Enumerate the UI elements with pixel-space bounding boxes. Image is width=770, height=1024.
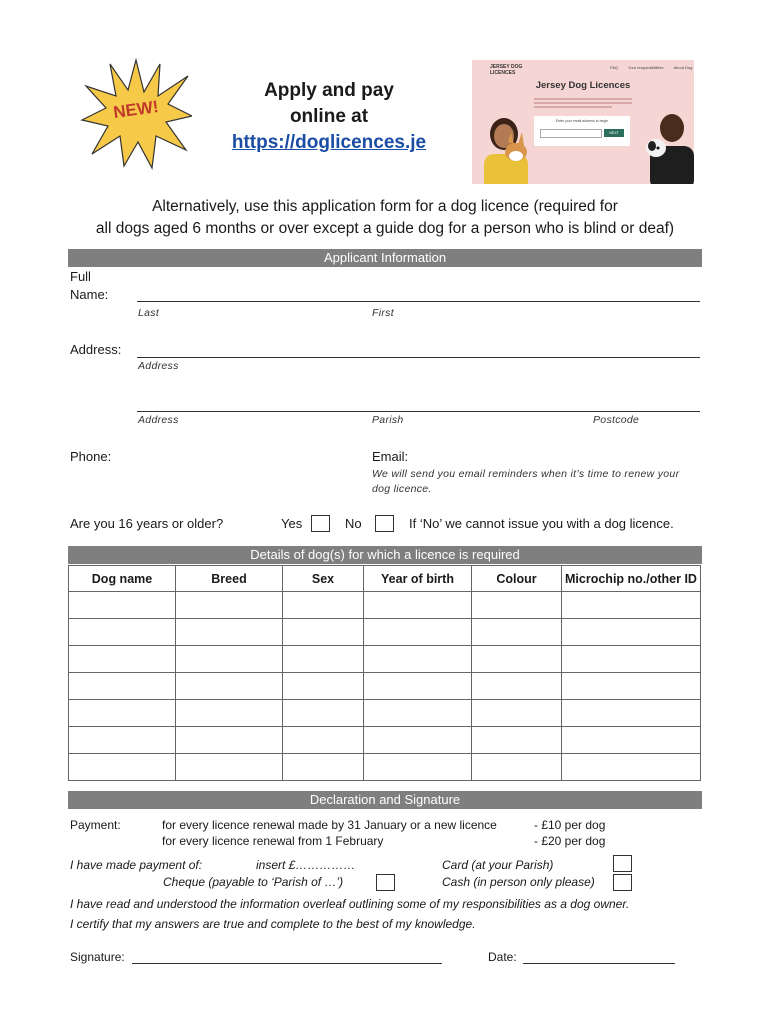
payment-line-2: for every licence renewal from 1 February xyxy=(162,834,384,848)
table-cell[interactable] xyxy=(364,673,472,700)
promo-nav-item: FAQ xyxy=(610,65,619,70)
phone-label: Phone: xyxy=(70,449,112,464)
table-cell[interactable] xyxy=(283,727,364,754)
full-name-label xyxy=(70,268,108,304)
last-name-caption: Last xyxy=(138,307,160,319)
address-label: Address: xyxy=(70,342,122,357)
full-name-field[interactable] xyxy=(137,301,700,302)
certify-statement: I certify that my answers are true and complete to the best of my knowledge. xyxy=(70,917,476,931)
address-caption-2: Address xyxy=(138,414,179,426)
intro-line-1: Alternatively, use this application form for a dog licence (required for xyxy=(152,198,618,215)
intro-text xyxy=(40,196,730,240)
table-cell[interactable] xyxy=(364,700,472,727)
table-cell[interactable] xyxy=(283,673,364,700)
table-cell[interactable] xyxy=(562,700,701,727)
cash-label: Cash (in person only please) xyxy=(442,875,595,889)
column-breed: Breed xyxy=(176,566,283,592)
person-with-dog-left xyxy=(478,112,534,184)
read-statement: I have read and understood the information overleaf outlining some of my responsibilities as a dog owner. xyxy=(70,897,630,911)
promo-nav-item: Your responsibilities xyxy=(628,65,664,70)
table-cell[interactable] xyxy=(283,619,364,646)
address-line-2-field[interactable] xyxy=(137,411,700,412)
table-cell[interactable] xyxy=(472,700,562,727)
table-row xyxy=(69,646,701,673)
title-line-1: Apply and pay xyxy=(264,80,394,101)
yes-label: Yes xyxy=(281,516,303,531)
table-cell[interactable] xyxy=(472,727,562,754)
promo-title: Jersey Dog Licences xyxy=(535,80,631,91)
address-line-1-field[interactable] xyxy=(137,357,700,358)
signature-label: Signature: xyxy=(70,950,125,964)
cheque-checkbox[interactable] xyxy=(376,874,395,891)
table-cell[interactable] xyxy=(472,592,562,619)
website-preview-image xyxy=(472,60,694,184)
table-cell[interactable] xyxy=(176,619,283,646)
table-cell[interactable] xyxy=(69,727,176,754)
table-cell[interactable] xyxy=(364,619,472,646)
cash-checkbox[interactable] xyxy=(613,874,632,891)
table-cell[interactable] xyxy=(176,754,283,781)
table-row xyxy=(69,673,701,700)
table-cell[interactable] xyxy=(364,646,472,673)
email-note-line2: dog licence. xyxy=(372,483,432,495)
table-cell[interactable] xyxy=(364,754,472,781)
signature-field[interactable] xyxy=(132,963,442,964)
address-caption-1: Address xyxy=(138,360,179,372)
email-note xyxy=(372,467,679,497)
date-label: Date: xyxy=(488,950,517,964)
dogs-table xyxy=(68,565,701,781)
table-cell[interactable] xyxy=(562,592,701,619)
table-cell[interactable] xyxy=(562,646,701,673)
page-title xyxy=(218,78,440,156)
promo-enter-label: Enter your email address to begin xyxy=(555,119,609,123)
dogs-table-header-row xyxy=(69,566,701,592)
table-cell[interactable] xyxy=(69,646,176,673)
table-cell[interactable] xyxy=(472,619,562,646)
new-badge xyxy=(80,58,192,170)
table-cell[interactable] xyxy=(562,619,701,646)
postcode-caption: Postcode xyxy=(593,414,640,426)
table-cell[interactable] xyxy=(472,673,562,700)
table-row xyxy=(69,619,701,646)
table-cell[interactable] xyxy=(176,700,283,727)
cheque-label: Cheque (payable to ‘Parish of …’) xyxy=(163,875,344,889)
intro-line-2: all dogs aged 6 months or over except a guide dog for a person who is blind or deaf) xyxy=(95,220,675,237)
table-cell[interactable] xyxy=(364,727,472,754)
promo-logo-line1: JERSEY DOG xyxy=(490,64,523,70)
table-cell[interactable] xyxy=(472,754,562,781)
no-label: No xyxy=(345,516,362,531)
table-cell[interactable] xyxy=(176,727,283,754)
insert-amount-field[interactable]: insert £…………… xyxy=(256,858,356,872)
table-cell[interactable] xyxy=(69,619,176,646)
website-link[interactable]: https://doglicences.je xyxy=(231,132,427,153)
promo-text-lines xyxy=(534,96,632,110)
first-name-caption: First xyxy=(372,307,394,319)
table-row xyxy=(69,592,701,619)
table-row xyxy=(69,754,701,781)
column-microchip: Microchip no./other ID xyxy=(562,566,701,592)
declaration-section-header: Declaration and Signature xyxy=(68,791,702,809)
made-payment-label: I have made payment of: xyxy=(70,858,203,872)
promo-nav xyxy=(610,65,692,70)
no-checkbox[interactable] xyxy=(375,515,394,532)
new-badge-label: NEW! xyxy=(112,96,160,123)
table-cell[interactable] xyxy=(283,754,364,781)
table-cell[interactable] xyxy=(562,754,701,781)
dogs-section-header: Details of dog(s) for which a licence is required xyxy=(68,546,702,564)
table-cell[interactable] xyxy=(283,646,364,673)
date-field[interactable] xyxy=(523,963,675,964)
yes-checkbox[interactable] xyxy=(311,515,330,532)
table-row xyxy=(69,727,701,754)
table-cell[interactable] xyxy=(69,754,176,781)
table-cell[interactable] xyxy=(176,592,283,619)
person-with-dog-right xyxy=(636,108,694,184)
column-sex: Sex xyxy=(283,566,364,592)
table-cell[interactable] xyxy=(69,673,176,700)
promo-form-card xyxy=(534,116,630,146)
full-name-label-line1: Full xyxy=(70,269,91,284)
age-note: If ‘No’ we cannot issue you with a dog licence. xyxy=(409,516,674,531)
table-cell[interactable] xyxy=(283,700,364,727)
table-cell[interactable] xyxy=(69,700,176,727)
email-note-line1: We will send you email reminders when it’s time to renew your xyxy=(372,468,680,480)
column-dog-name: Dog name xyxy=(69,566,176,592)
table-cell[interactable] xyxy=(69,592,176,619)
table-cell[interactable] xyxy=(176,646,283,673)
promo-logo-line2: LICENCES xyxy=(490,70,516,76)
full-name-label-line2: Name: xyxy=(70,287,109,302)
table-cell[interactable] xyxy=(562,727,701,754)
promo-next-button: NEXT xyxy=(604,129,624,137)
table-row xyxy=(69,700,701,727)
payment-price-1: - £10 per dog xyxy=(534,818,606,832)
email-label: Email: xyxy=(372,449,409,464)
table-cell[interactable] xyxy=(472,646,562,673)
column-year-of-birth: Year of birth xyxy=(364,566,472,592)
payment-price-2: - £20 per dog xyxy=(534,834,606,848)
table-cell[interactable] xyxy=(562,673,701,700)
payment-label: Payment: xyxy=(70,818,121,832)
payment-line-1: for every licence renewal made by 31 January or a new licence xyxy=(162,818,497,832)
promo-nav-item: About Dog xyxy=(673,65,693,70)
age-question: Are you 16 years or older? xyxy=(70,516,224,531)
title-line-2: online at xyxy=(289,106,369,127)
table-cell[interactable] xyxy=(283,592,364,619)
table-cell[interactable] xyxy=(364,592,472,619)
table-cell[interactable] xyxy=(176,673,283,700)
parish-caption: Parish xyxy=(372,414,404,426)
applicant-section-header: Applicant Information xyxy=(68,249,702,267)
column-colour: Colour xyxy=(472,566,562,592)
card-checkbox[interactable] xyxy=(613,855,632,872)
card-label: Card (at your Parish) xyxy=(442,858,554,872)
